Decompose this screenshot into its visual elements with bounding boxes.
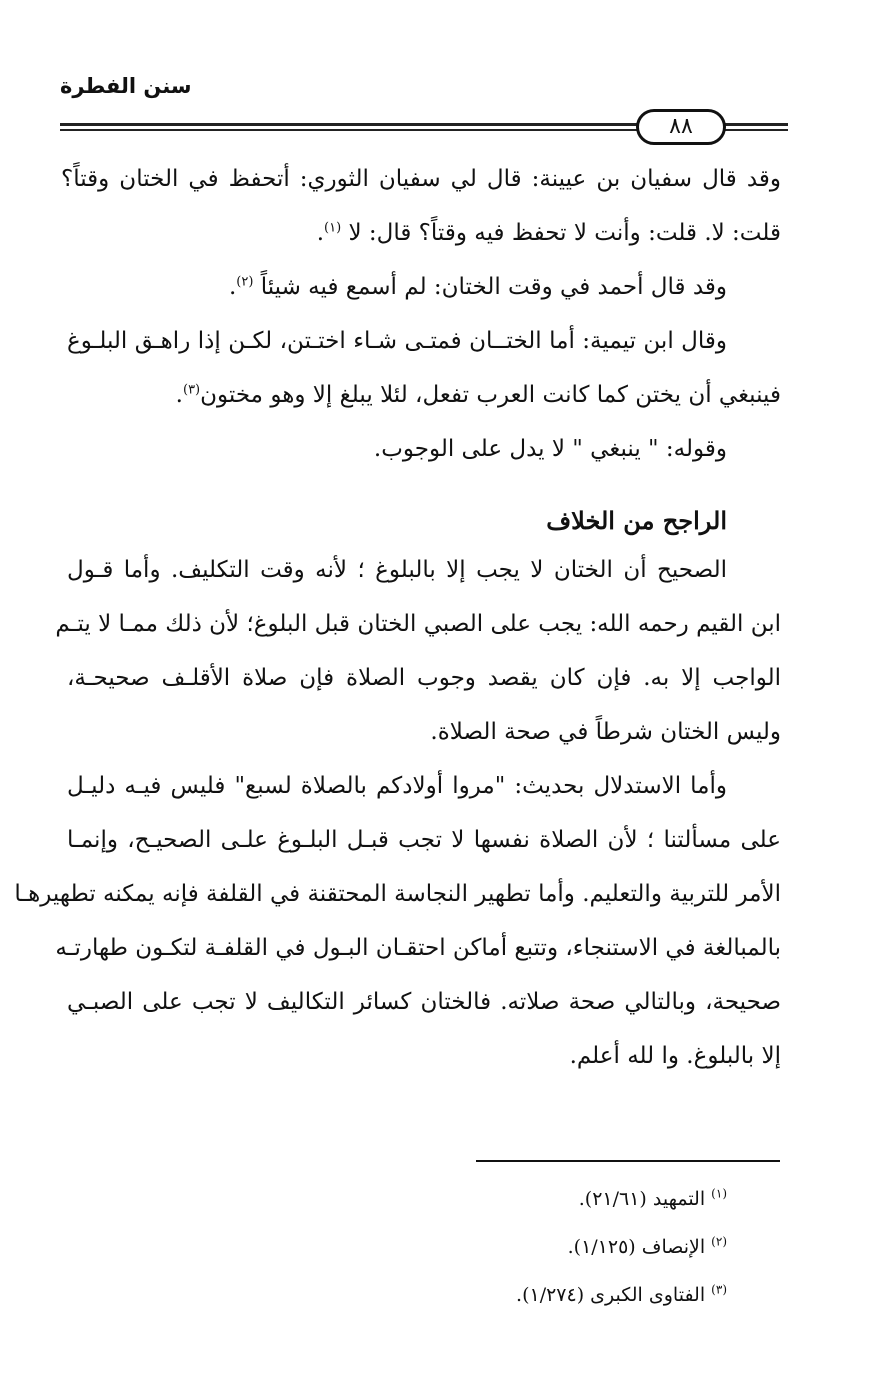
text-line: الصحيح أن الختان لا يجب إلا بالبلوغ ؛ لأنه وقت التكليف. وأما قـول (67, 557, 727, 583)
text-line: على مسألتنا ؛ لأن الصلاة نفسها لا تجب قبـل البلـوغ علـى الصحيـح، وإنمـا (67, 827, 781, 853)
line-end-period: . (316, 220, 325, 246)
text-line-content: فينبغي أن يختن كما كانت العرب تفعل، لئلا يبلغ إلا وهو مختون (200, 382, 781, 408)
footnote (568, 1236, 727, 1258)
text-line-content: وقد قال أحمد في وقت الختان: لم أسمع فيه شيئاً (260, 274, 727, 300)
text-line: صحيحة، وبالتالي صحة صلاته. فالختان كسائر التكاليف لا تجب على الصبـي (67, 989, 781, 1015)
footnote-marker: (٢) (711, 1234, 727, 1249)
text-line: وليس الختان شرطاً في صحة الصلاة. (430, 719, 781, 745)
footnote-ref[interactable]: (١) (324, 220, 342, 236)
footnote-text: الإنصاف (١/١٢٥). (567, 1236, 706, 1258)
text-line: ابن القيم رحمه الله: يجب على الصبي الختان قبل البلوغ؛ لأن ذلك ممـا لا يتـم (55, 611, 781, 637)
text-line: وأما الاستدلال بحديث: "مروا أولادكم بالصلاة لسبع" فليس فيـه دليـل (67, 773, 727, 799)
footnote (579, 1188, 727, 1210)
footnote-text: التمهيد (٢١/٦١). (578, 1188, 706, 1210)
running-header-title: سنن الفطرة (60, 74, 192, 98)
footnote-marker: (١) (711, 1186, 727, 1201)
text-line: وقال ابن تيمية: أما الختــان فمتـى شـاء اختـتن، لكـن إذا راهـق البلـوغ (67, 328, 727, 354)
text-line (317, 220, 781, 246)
text-line: إلا بالبلوغ. وا لله أعلم. (569, 1043, 781, 1069)
footnote-ref[interactable]: (٣) (182, 382, 201, 398)
text-line (229, 274, 727, 300)
footnote-ref[interactable]: (٢) (236, 274, 254, 290)
footnote (516, 1284, 727, 1306)
text-line-content: قلت: لا. قلت: وأنت لا تحفظ فيه وقتاً؟ قال: لا (348, 220, 781, 246)
text-line: وقد قال سفيان بن عيينة: قال لي سفيان الثوري: أتحفظ في الختان وقتاً؟ (61, 166, 781, 192)
footnote-text: الفتاوى الكبرى (١/٢٧٤). (516, 1284, 706, 1306)
line-end-period: . (175, 382, 183, 408)
footnote-separator (476, 1160, 780, 1162)
text-line: بالمبالغة في الاستنجاء، وتتبع أماكن احتقـان البـول في القلفـة لتكـون طهارتـه (55, 935, 781, 961)
section-heading: الراجح من الخلاف (546, 506, 727, 535)
footnote-marker: (٣) (711, 1282, 727, 1297)
text-line: الواجب إلا به. فإن كان يقصد وجوب الصلاة فإن صلاة الأقلـف صحيحـة، (67, 665, 781, 691)
text-line (176, 382, 781, 408)
line-end-period: . (228, 274, 237, 300)
text-line: وقوله: " ينبغي " لا يدل على الوجوب. (373, 436, 727, 462)
page-number: ٨٨ (636, 109, 726, 145)
text-line: الأمر للتربية والتعليم. وأما تطهير النجاسة المحتقنة في القلفة فإنه يمكنه تطهيرهـا (14, 881, 781, 907)
